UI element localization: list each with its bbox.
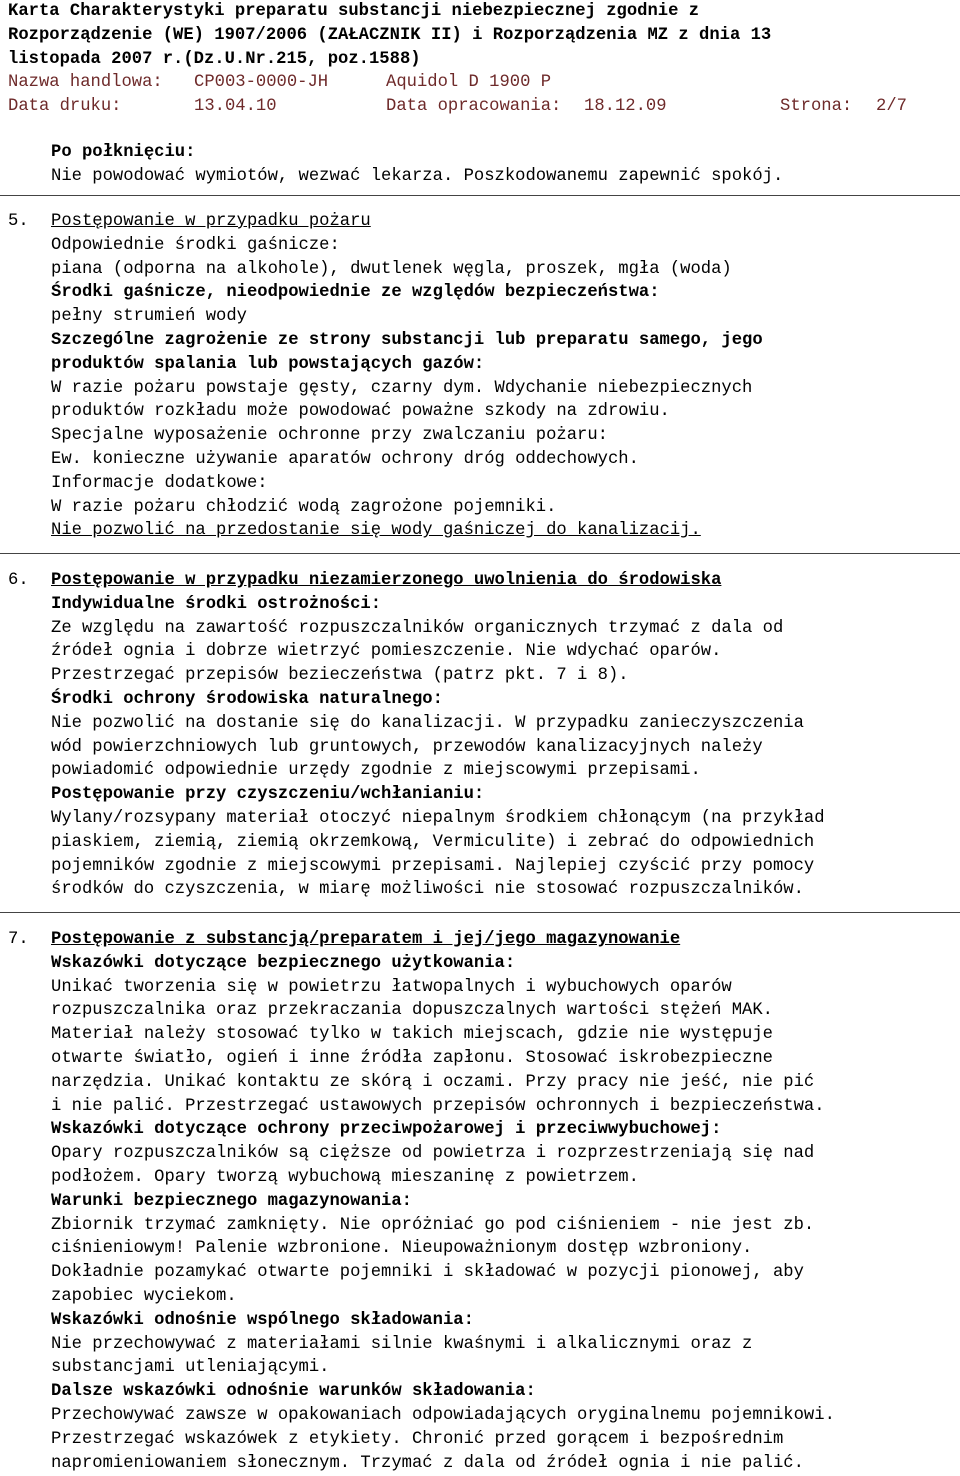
section-6-text: Wylany/rozsypany materiał otoczyć niepalnym środkiem chłonącym (na przykład bbox=[51, 808, 825, 828]
section-7-number: 7. bbox=[8, 930, 29, 949]
section-7-heading: Warunki bezpiecznego magazynowania: bbox=[51, 1191, 412, 1211]
section-5-heading: Specjalne wyposażenie ochronne przy zwalczaniu pożaru: bbox=[51, 426, 608, 446]
section-7-text: narzędzia. Unikać kontaktu ze skórą i oczami. Przy pracy nie jeść, nie pić bbox=[51, 1072, 815, 1092]
print-date: 13.04.10 bbox=[194, 97, 277, 117]
section-7 bbox=[51, 928, 951, 1475]
section-divider bbox=[0, 553, 960, 554]
section-5-number: 5. bbox=[8, 212, 29, 231]
section-7-title: Postępowanie z substancją/preparatem i jej/jego magazynowanie bbox=[51, 930, 681, 949]
section-7-text: i nie palić. Przestrzegać ustawowych przepisów ochronnych i bezpieczeństwa. bbox=[51, 1096, 825, 1116]
document-header bbox=[8, 0, 953, 119]
section-6-number: 6. bbox=[8, 571, 29, 590]
print-date-label: Data druku: bbox=[8, 97, 122, 117]
section-5-heading: Szczególne zagrożenie ze strony substancji lub preparatu samego, jego bbox=[51, 330, 763, 350]
section-6-text: Przestrzegać przepisów bezieczeństwa (patrz pkt. 7 i 8). bbox=[51, 666, 629, 686]
section-7-text: Nie przechowywać z materiałami silnie kwaśnymi i alkalicznymi oraz z bbox=[51, 1334, 753, 1354]
header-title-line-3: listopada 2007 r.(Dz.U.Nr.215, poz.1588) bbox=[8, 49, 421, 69]
section-6-text: Nie pozwolić na dostanie się do kanalizacji. W przypadku zanieczyszczenia bbox=[51, 713, 804, 733]
page-label: Strona: bbox=[780, 97, 853, 117]
section-7-text: otwarte światło, ogień i inne źródła zapłonu. Stosować iskrobezpieczne bbox=[51, 1048, 773, 1068]
section-7-text: Dokładnie pozamykać otwarte pojemniki i składować w pozycji pionowej, aby bbox=[51, 1263, 804, 1283]
dates-row bbox=[8, 95, 953, 119]
section-6-heading: Środki ochrony środowiska naturalnego: bbox=[51, 689, 443, 709]
trade-name: Aquidol D 1900 P bbox=[386, 73, 552, 93]
prep-date: 18.12.09 bbox=[584, 97, 667, 117]
section-5-heading: produktów spalania lub powstających gazów: bbox=[51, 354, 485, 374]
section-7-text: podłożem. Opary tworzą wybuchową mieszaninę z powietrzem. bbox=[51, 1167, 639, 1187]
trade-name-label: Nazwa handlowa: bbox=[8, 73, 163, 93]
section-divider bbox=[0, 195, 960, 196]
header-title-line-2: Rozporządzenie (WE) 1907/2006 (ZAŁACZNIK II) i Rozporządzenia MZ z dnia 13 bbox=[8, 25, 772, 45]
section-5 bbox=[51, 210, 951, 543]
section-4-swallow bbox=[51, 141, 951, 189]
section-5-text: W razie pożaru powstaje gęsty, czarny dym. Wdychanie niebezpiecznych bbox=[51, 378, 753, 398]
section-6-heading: Postępowanie przy czyszczeniu/wchłanianiu: bbox=[51, 785, 485, 805]
section-6-title: Postępowanie w przypadku niezamierzonego uwolnienia do środowiska bbox=[51, 571, 722, 590]
section-5-text: pełny strumień wody bbox=[51, 307, 247, 327]
trade-code: CP003-0000-JH bbox=[194, 73, 329, 93]
section-6-text: pojemników zgodnie z miejscowymi przepisami. Najlepiej czyścić przy pomocy bbox=[51, 856, 815, 876]
section-7-text: Zbiornik trzymać zamknięty. Nie opróżniać go pod ciśnieniem - nie jest zb. bbox=[51, 1215, 815, 1235]
section-6-text: środków do czyszczenia, w miarę możliwości nie stosować rozpuszczalników. bbox=[51, 880, 804, 900]
section-6-text: Ze względu na zawartość rozpuszczalników organicznych trzymać z dala od bbox=[51, 618, 784, 638]
section-5-title: Postępowanie w przypadku pożaru bbox=[51, 212, 371, 231]
section-6-text: powiadomić odpowiednie urzędy zgodnie z miejscowymi przepisami. bbox=[51, 761, 701, 781]
section-5-text: W razie pożaru chłodzić wodą zagrożone pojemniki. bbox=[51, 497, 557, 517]
section-5-text: Ew. konieczne używanie aparatów ochrony dróg oddechowych. bbox=[51, 449, 639, 469]
section-7-text: Przestrzegać wskazówek z etykiety. Chronić przed gorącem i bezpośrednim bbox=[51, 1429, 784, 1449]
section-7-heading: Dalsze wskazówki odnośnie warunków składowania: bbox=[51, 1382, 536, 1402]
section-5-text: produktów rozkładu może powodować poważne szkody na zdrowiu. bbox=[51, 402, 670, 422]
swallow-heading: Po połknięciu: bbox=[51, 143, 196, 162]
section-5-heading: Środki gaśnicze, nieodpowiednie ze względów bezpieczeństwa: bbox=[51, 283, 660, 303]
section-7-text: rozpuszczalnika oraz przekraczania dopuszczalnych wartości stężeń MAK. bbox=[51, 1001, 773, 1021]
section-7-text: Unikać tworzenia się w powietrzu łatwopalnych i wybuchowych oparów bbox=[51, 977, 732, 997]
section-7-text: Opary rozpuszczalników są cięższe od powietrza i rozprzestrzeniają się nad bbox=[51, 1144, 815, 1164]
section-divider bbox=[0, 912, 960, 913]
section-6-text: wód powierzchniowych lub gruntowych, przewodów kanalizacyjnych należy bbox=[51, 737, 763, 757]
section-7-text: Przechowywać zawsze w opakowaniach odpowiadających oryginalnemu pojemnikowi. bbox=[51, 1405, 835, 1425]
section-7-heading: Wskazówki dotyczące bezpiecznego użytkowania: bbox=[51, 953, 516, 973]
section-7-text: ciśnieniowym! Palenie wzbronione. Nieupoważnionym dostęp wzbroniony. bbox=[51, 1239, 753, 1259]
section-7-text: Materiał należy stosować tylko w takich miejscach, gdzie nie występuje bbox=[51, 1025, 773, 1045]
trade-name-row bbox=[8, 71, 953, 95]
swallow-text: Nie powodować wymiotów, wezwać lekarza. Poszkodowanemu zapewnić spokój. bbox=[51, 166, 784, 186]
header-title-line-1: Karta Charakterystyki preparatu substancji niebezpiecznej zgodnie z bbox=[8, 2, 700, 21]
section-5-heading: Odpowiednie środki gaśnicze: bbox=[51, 235, 340, 255]
section-6-heading: Indywidualne środki ostrożności: bbox=[51, 594, 382, 614]
page-number: 2/7 bbox=[876, 97, 907, 117]
prep-date-label: Data opracowania: bbox=[386, 97, 562, 117]
section-6 bbox=[51, 569, 951, 902]
section-5-text: piana (odporna na alkohole), dwutlenek węgla, proszek, mgła (woda) bbox=[51, 259, 732, 279]
section-5-heading: Informacje dodatkowe: bbox=[51, 473, 268, 493]
section-6-text: źródeł ognia i dobrze wietrzyć pomieszczenie. Nie wdychać oparów. bbox=[51, 642, 722, 662]
section-7-text: zapobiec wyciekom. bbox=[51, 1286, 237, 1306]
section-5-text: Nie pozwolić na przedostanie się wody gaśniczej do kanalizacij. bbox=[51, 521, 701, 541]
section-6-text: piaskiem, ziemią, ziemią okrzemkową, Vermiculite) i zebrać do odpowiednich bbox=[51, 832, 815, 852]
section-7-heading: Wskazówki odnośnie wspólnego składowania: bbox=[51, 1310, 474, 1330]
section-7-text: substancjami utleniającymi. bbox=[51, 1358, 330, 1378]
section-7-heading: Wskazówki dotyczące ochrony przeciwpożarowej i przeciwwybuchowej: bbox=[51, 1120, 722, 1140]
section-7-text: napromieniowaniem słonecznym. Trzymać z dala od źródeł ognia i nie palić. bbox=[51, 1453, 804, 1473]
